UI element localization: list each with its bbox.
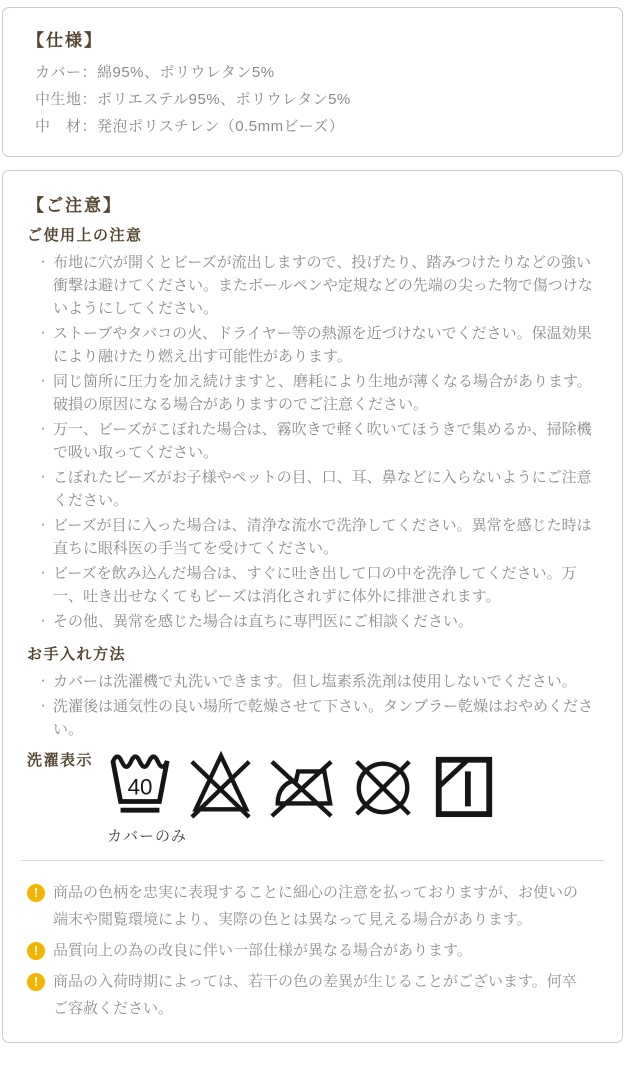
do-not-dry-clean-icon <box>350 749 416 821</box>
spec-line-filling: 中 材：発泡ポリスチレン（0.5mmビーズ） <box>35 118 345 135</box>
usage-item <box>37 562 605 608</box>
bullet-marker: ・ <box>37 422 50 436</box>
bullet-marker: ・ <box>37 674 50 688</box>
care-item <box>37 695 605 741</box>
bullet-marker: ・ <box>37 699 50 713</box>
spec-heading: 【仕様】 <box>27 31 103 50</box>
bullet-marker: ・ <box>37 255 50 269</box>
care-list <box>27 670 605 741</box>
line-dry-shade-icon <box>431 749 497 821</box>
notes-section <box>27 873 605 1028</box>
notice-heading: 【ご注意】 <box>27 196 122 215</box>
note-item <box>27 937 605 964</box>
bullet-marker: ・ <box>37 374 50 388</box>
note-text: 商品の色柄を忠実に表現することに細心の注意を払っておりますが、お使いの端末や閲覧環境により、実際の色とは異なって見える場合があります。 <box>53 884 579 928</box>
usage-item <box>37 322 605 368</box>
care-item-text: 洗濯後は通気性の良い場所で乾燥させて下さい。タンブラー乾燥はおやめください。 <box>53 698 594 738</box>
bullet-marker: ・ <box>37 326 50 340</box>
bullet-marker: ・ <box>37 470 50 484</box>
bullet-marker: ・ <box>37 614 50 628</box>
machine-wash-40-icon <box>107 749 173 821</box>
care-item <box>37 670 605 693</box>
spec-section <box>2 7 623 157</box>
usage-item <box>37 251 605 320</box>
usage-item-text: ストーブやタバコの火、ドライヤー等の熱源を近づけないでください。保温効果により融けたり燃え出す可能性があります。 <box>53 325 592 365</box>
notice-section <box>2 170 623 1043</box>
do-not-iron-icon <box>269 749 335 821</box>
usage-item-text: 同じ箇所に圧力を加え続けますと、磨耗により生地が薄くなる場合があります。破損の原因になる場合がありますのでご注意ください。 <box>53 373 592 413</box>
section-divider <box>21 860 605 861</box>
usage-item-text: その他、異常を感じた場合は直ちに専門医にご相談ください。 <box>53 613 474 630</box>
warning-icon: ! <box>27 942 45 960</box>
usage-title: ご使用上の注意 <box>27 227 143 244</box>
usage-item <box>37 370 605 416</box>
spec-line-cover: カバー：綿95%、ポリウレタン5% <box>35 64 275 81</box>
note-text: 商品の入荷時期によっては、若干の色の差異が生じることがございます。何卒ご容赦ください。 <box>53 973 577 1017</box>
wash-symbols-area <box>107 749 497 846</box>
wash-caption: カバーのみ <box>107 828 188 845</box>
do-not-bleach-icon <box>188 749 254 821</box>
care-item-text: カバーは洗濯機で丸洗いできます。但し塩素系洗剤は使用しないでください。 <box>53 673 577 690</box>
spec-lines <box>27 59 605 140</box>
usage-item <box>37 466 605 512</box>
wash-title: 洗濯表示 <box>27 752 94 769</box>
warning-icon: ! <box>27 973 45 991</box>
usage-item-text: 万一、ビーズがこぼれた場合は、霧吹きで軽く吹いてほうきで集めるか、掃除機で吸い取ってください。 <box>53 421 592 461</box>
spec-line-inner-fabric: 中生地：ポリエステル95%、ポリウレタン5% <box>35 91 351 108</box>
care-title: お手入れ方法 <box>27 646 127 663</box>
usage-list <box>27 251 605 633</box>
usage-item-text: こぼれたビーズがお子様やペットの目、口、耳、鼻などに入らないようにご注意ください。 <box>53 469 592 509</box>
usage-item <box>37 514 605 560</box>
note-text: 品質向上の為の改良に伴い一部仕様が異なる場合があります。 <box>53 942 472 959</box>
usage-item-text: ビーズが目に入った場合は、清浄な流水で洗浄してください。異常を感じた時は直ちに眼科医の手当てを受けてください。 <box>53 517 592 557</box>
note-item <box>27 968 605 1022</box>
wash-symbols-row <box>107 749 497 821</box>
wash-temperature-label: 40 <box>127 774 153 800</box>
usage-item-text: ビーズを飲み込んだ場合は、すぐに吐き出して口の中を洗浄してください。万一、吐き出せなくてもビーズは消化されずに体外に排泄されます。 <box>53 565 577 605</box>
usage-item-text: 布地に穴が開くとビーズが流出しますので、投げたり、踏みつけたりなどの強い衝撃は避けてください。またボールペンや定規などの先端の尖った物で傷つけないようにしてください。 <box>53 254 593 317</box>
usage-item <box>37 610 605 633</box>
usage-item <box>37 418 605 464</box>
bullet-marker: ・ <box>37 518 50 532</box>
bullet-marker: ・ <box>37 566 50 580</box>
note-item <box>27 879 605 933</box>
wash-block <box>27 749 605 846</box>
warning-icon: ! <box>27 884 45 902</box>
